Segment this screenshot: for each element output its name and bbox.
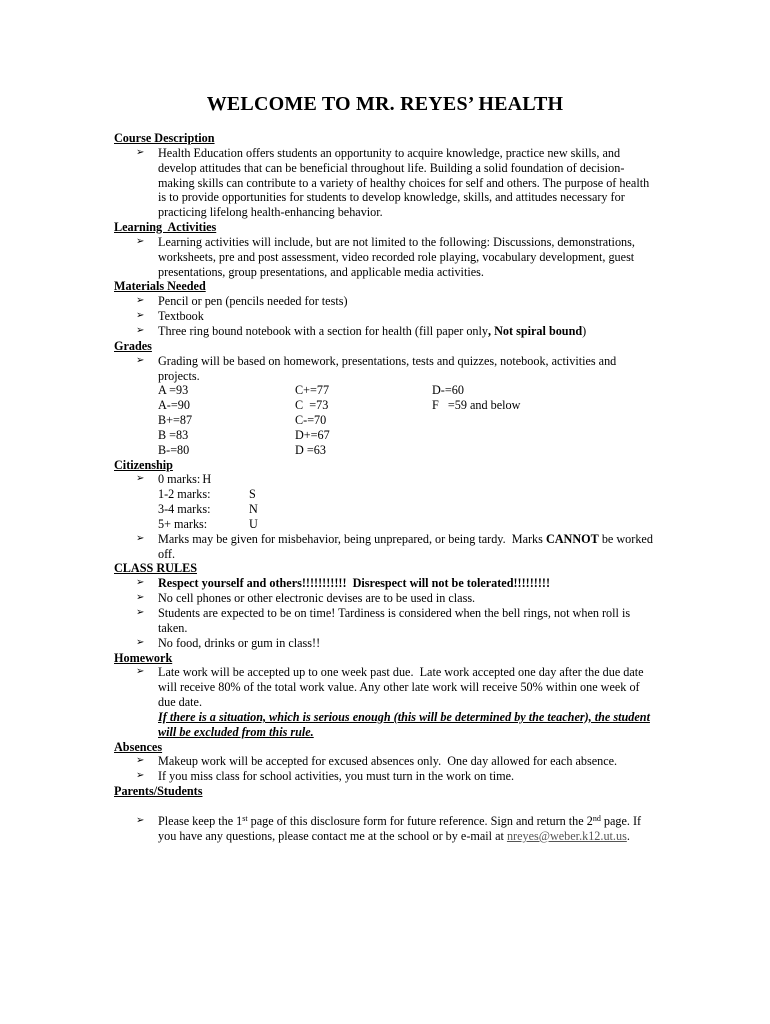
section-heading-course-description: Course Description: [114, 131, 215, 145]
grade-scale-table: [158, 383, 572, 457]
table-cell: [432, 443, 572, 458]
homework-exception-note: If there is a situation, which is serious enough (this will be determined by the teacher), the student will be excluded from this rule.: [158, 709, 650, 739]
superscript-nd: nd: [592, 813, 601, 823]
table-cell: B-=80: [158, 442, 190, 457]
document-body: [114, 131, 659, 844]
table-cell: C =73: [295, 398, 329, 413]
learning-activities-text: Learning activities will include, but are not limited to the following: Discussions, demonstrations, worksheets, pre and post assessment, video recorded role playing, vocabulary development, guest presentations, group presentations, and applicable media activities.: [158, 234, 635, 279]
table-cell: U: [249, 516, 258, 531]
arrow-bullet-icon: [136, 472, 144, 487]
list-item: [114, 472, 659, 487]
section-heading-learning-activities: Learning Activities: [114, 220, 217, 235]
list-item: [114, 636, 659, 651]
arrow-bullet-icon: [136, 146, 144, 161]
arrow-bullet-icon: [136, 235, 144, 250]
table-row: [158, 443, 572, 458]
arrow-bullet-icon: [136, 324, 144, 339]
arrow-bullet-icon: [136, 576, 144, 591]
materials-item-notebook: Three ring bound notebook with a section for health (fill paper only: [158, 323, 488, 338]
table-cell: D+=67: [295, 427, 330, 442]
section-heading-absences: Absences: [114, 739, 163, 754]
section-heading-parents-students: Parents/Students: [114, 784, 203, 799]
table-cell: D =63: [295, 442, 326, 457]
table-row: [158, 413, 572, 428]
table-cell: [432, 428, 572, 443]
arrow-bullet-icon: [136, 606, 144, 621]
arrow-bullet-icon: [136, 532, 144, 547]
list-item: [114, 532, 659, 562]
not-spiral-bound-note: , Not spiral bound: [488, 323, 583, 338]
table-cell: 1-2 marks:: [158, 487, 211, 502]
rule-respect: Respect yourself and others!!!!!!!!!!! Disrespect will not be tolerated!!!!!!!!!: [158, 576, 551, 591]
table-cell: B+=87: [158, 413, 193, 428]
table-row: [158, 428, 572, 443]
list-item: [114, 146, 659, 220]
citizenship-label: 0 marks:: [158, 472, 201, 487]
list-item: [114, 576, 659, 591]
marks-text: Marks may be given for misbehavior, being unprepared, or being tardy. Marks: [158, 531, 546, 546]
section-heading-class-rules: CLASS RULES: [114, 561, 197, 576]
arrow-bullet-icon: [136, 814, 144, 829]
list-item: [114, 814, 659, 844]
homework-text: Late work will be accepted up to one week past due. Late work accepted one day after the due date will receive 80% of the total work value. Any other late work will receive 50% within one week of due date.: [158, 665, 647, 710]
table-cell: C-=70: [295, 413, 327, 428]
course-description-text: Health Education offers students an opportunity to acquire knowledge, practice new skills, and develop attitudes that can be beneficial throughout life. Building a solid foundation of decision-making skills can contribute to a variety of healthy choices for self and others. The purpose of health is to provide opportunities for students to develop knowledge, skills, and attitudes necessary for practicing lifelong health-enhancing behavior.: [158, 145, 650, 220]
closing-paren: ): [582, 323, 587, 338]
arrow-bullet-icon: [136, 294, 144, 309]
table-cell: C+=77: [295, 383, 330, 398]
list-item: [114, 235, 659, 280]
table-cell: 3-4 marks:: [158, 502, 211, 517]
spacer: [114, 799, 659, 814]
table-row: [158, 517, 289, 532]
rule-food: No food, drinks or gum in class!!: [158, 635, 321, 650]
list-item: [114, 591, 659, 606]
table-cell: [432, 413, 572, 428]
arrow-bullet-icon: [136, 309, 144, 324]
grades-text: Grading will be based on homework, presentations, tests and quizzes, notebook, activities and projects.: [158, 353, 617, 383]
list-item: [114, 769, 659, 784]
section-heading-grades: Grades: [114, 338, 152, 353]
table-cell: D-=60: [432, 383, 464, 398]
page-title: WELCOME TO MR. REYES’ HEALTH: [206, 93, 564, 115]
table-cell: A-=90: [158, 398, 190, 413]
cannot-emphasis: CANNOT: [545, 531, 599, 546]
email-link[interactable]: nreyes@weber.k12.ut.us: [506, 828, 627, 843]
table-row: [158, 502, 289, 517]
table-row: [158, 487, 289, 502]
table-cell: S: [249, 487, 256, 502]
arrow-bullet-icon: [136, 665, 144, 680]
section-heading-homework: Homework: [114, 650, 173, 665]
arrow-bullet-icon: [136, 754, 144, 769]
table-cell: B =83: [158, 427, 189, 442]
rule-on-time: Students are expected to be on time! Tardiness is considered when the bell rings, not when roll is taken.: [158, 606, 631, 635]
list-item: [114, 665, 659, 739]
table-cell: F =59 and below: [432, 398, 521, 413]
rule-phones: No cell phones or other electronic devises are to be used in class.: [158, 591, 476, 606]
table-row: [158, 383, 572, 398]
absences-makeup: Makeup work will be accepted for excused absences only. One day allowed for each absence.: [158, 754, 618, 769]
citizenship-grade: H: [202, 472, 212, 487]
parents-text-1: Please keep the 1: [158, 813, 243, 828]
table-cell: A =93: [158, 383, 189, 398]
arrow-bullet-icon: [136, 591, 144, 606]
materials-item-textbook: Textbook: [158, 309, 204, 324]
table-row: [158, 398, 572, 413]
section-heading-materials-needed: Materials Needed: [114, 279, 206, 294]
list-item: [114, 606, 659, 636]
arrow-bullet-icon: [136, 769, 144, 784]
list-item: [114, 754, 659, 769]
parents-text-2: page of this disclosure form for future reference. Sign and return the 2: [247, 813, 593, 828]
section-heading-citizenship: Citizenship: [114, 457, 173, 472]
list-item: [114, 309, 659, 324]
list-item: [114, 354, 659, 384]
absences-activities: If you miss class for school activities, you must turn in the work on time.: [158, 769, 515, 784]
table-cell: 5+ marks:: [158, 516, 208, 531]
marks-text-end: be worked off.: [158, 531, 653, 561]
arrow-bullet-icon: [136, 636, 144, 651]
parents-text-4: .: [626, 828, 630, 843]
superscript-st: st: [242, 813, 248, 823]
list-item: [114, 324, 659, 339]
parents-text-3: page. If you have any questions, please contact me at the school or by e-mail at: [158, 813, 642, 843]
citizenship-table: [158, 487, 289, 532]
list-item: [114, 294, 659, 309]
table-cell: N: [249, 502, 258, 517]
arrow-bullet-icon: [136, 354, 144, 369]
materials-item-pencil: Pencil or pen (pencils needed for tests): [158, 294, 348, 309]
